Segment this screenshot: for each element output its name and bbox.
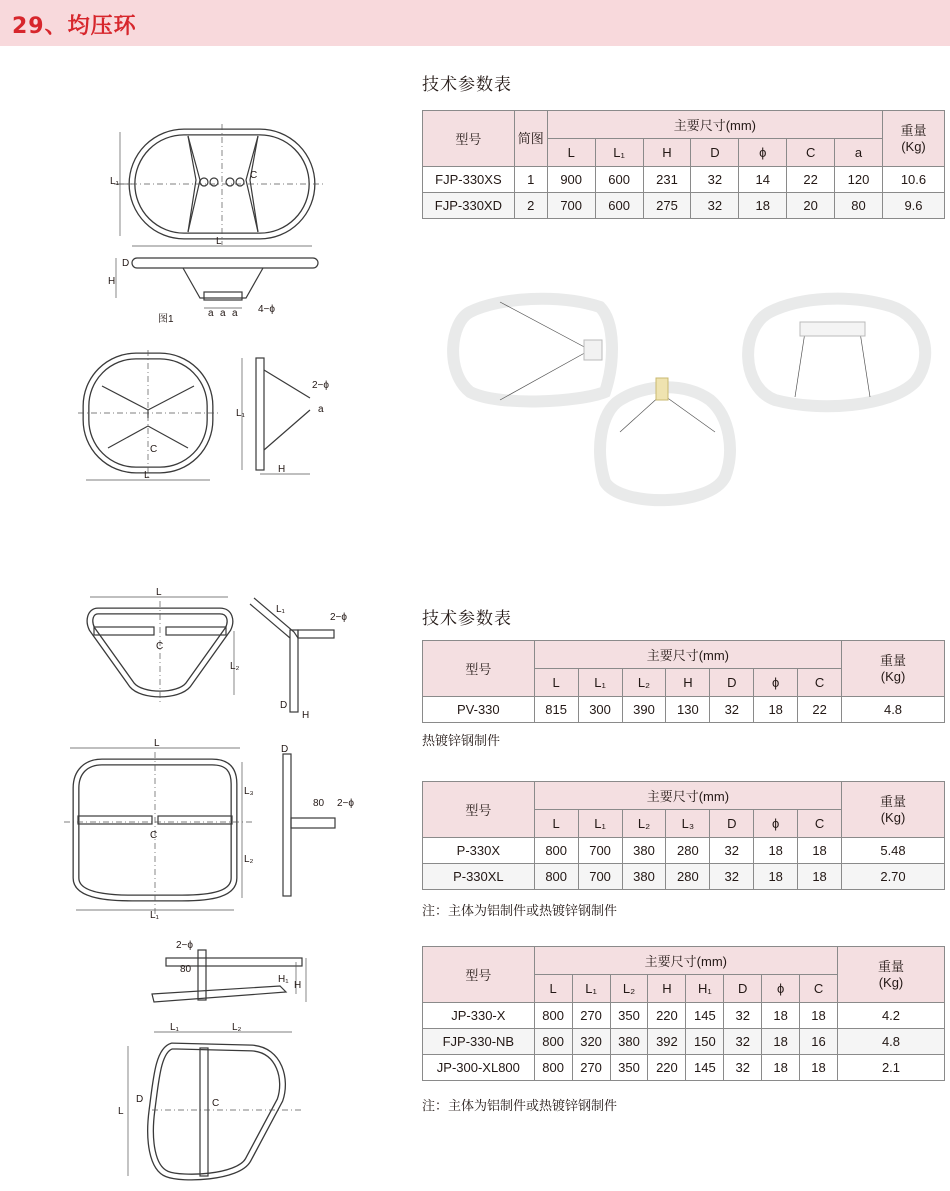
col-dims: 主要尺寸(mm)	[534, 782, 841, 810]
drawing-fig2-side	[238, 350, 338, 480]
product-photo	[440, 282, 945, 514]
dim-header: D	[710, 669, 754, 697]
dim-header: H	[643, 139, 691, 167]
dim-header: C	[798, 669, 842, 697]
section4-note: 注：主体为铝制件或热镀锌钢制件	[422, 1099, 618, 1114]
dim-label-C: C	[250, 170, 258, 181]
dim-label-2phi: 2−ϕ	[176, 940, 194, 951]
dim-header: C	[800, 975, 838, 1003]
col-dims: 主要尺寸(mm)	[534, 947, 837, 975]
dim-label-L1: L₁	[170, 1022, 179, 1033]
dim-label-2phi: 2−ϕ	[330, 612, 348, 623]
dim-label-80: 80	[180, 964, 192, 975]
dim-header: L₂	[610, 975, 648, 1003]
dim-label-D: D	[122, 258, 130, 269]
dim-label-H: H	[302, 710, 310, 721]
col-weight: 重量(Kg)	[842, 782, 945, 838]
dim-header: ϕ	[762, 975, 800, 1003]
dim-label-D: D	[280, 700, 288, 711]
table-row: PV-330 815 300 390 130 32 18 22 4.8	[423, 697, 945, 723]
dim-label-L3: L₃	[244, 786, 254, 797]
drawing-fig1-side	[108, 250, 328, 330]
table-row: JP-300-XL800 800 270 350 220 145 32 18 18 2.1	[423, 1055, 945, 1081]
dim-label-L1: L₁	[150, 910, 159, 921]
dim-header: L	[534, 975, 572, 1003]
dim-label-C: C	[150, 830, 158, 841]
spec-table-4	[422, 946, 945, 1081]
dim-header: ϕ	[754, 669, 798, 697]
dim-label-L1: L₁	[236, 408, 245, 419]
col-weight: 重量(Kg)	[882, 111, 944, 167]
dim-header: a	[835, 139, 883, 167]
dim-label-80: 80	[313, 798, 325, 809]
col-dims: 主要尺寸(mm)	[534, 641, 841, 669]
dim-header: L	[547, 139, 595, 167]
dim-header: D	[691, 139, 739, 167]
drawing-p330x-top	[62, 738, 262, 923]
drawing-p330x-side	[275, 742, 365, 902]
dim-header: L₂	[622, 810, 666, 838]
dim-header: L	[534, 810, 578, 838]
dim-label-L2: L₂	[232, 1022, 242, 1033]
dim-header: L₃	[666, 810, 710, 838]
dim-label-L: L	[156, 587, 162, 598]
spec-table-1	[422, 110, 945, 219]
col-model: 型号	[423, 111, 515, 167]
col-weight: 重量(Kg)	[842, 641, 945, 697]
spec-table-2	[422, 640, 945, 723]
dim-label-a: a	[318, 404, 324, 415]
dim-header: D	[724, 975, 762, 1003]
section2-heading: 技术参数表	[422, 609, 512, 629]
dim-label-C: C	[212, 1098, 220, 1109]
dim-label-a: a	[220, 308, 226, 319]
figure1-caption: 图1	[158, 314, 174, 325]
col-weight: 重量(Kg)	[837, 947, 944, 1003]
dim-label-L2: L₂	[244, 854, 254, 865]
dim-header: L₁	[578, 669, 622, 697]
drawing-pv330-side	[248, 590, 358, 720]
page-title: 29、均压环	[12, 14, 137, 39]
dim-label-4phi: 4−ϕ	[258, 304, 276, 315]
dim-label-2phi: 2−ϕ	[337, 798, 355, 809]
dim-label-a: a	[208, 308, 214, 319]
table-row: FJP-330-NB 800 320 380 392 150 32 18 16 4.8	[423, 1029, 945, 1055]
dim-label-L1: L₁	[276, 604, 285, 615]
spec-table-3	[422, 781, 945, 890]
dim-label-D: D	[136, 1094, 144, 1105]
table-row: P-330XL 800 700 380 280 32 18 18 2.70	[423, 864, 945, 890]
section1-heading: 技术参数表	[422, 75, 512, 95]
dim-label-L: L	[154, 738, 160, 749]
col-model: 型号	[423, 641, 535, 697]
col-model: 型号	[423, 947, 535, 1003]
dim-header: H₁	[686, 975, 724, 1003]
dim-label-L: L	[216, 236, 222, 247]
table-row: FJP-330XD 2 700 600 275 32 18 20 80 9.6	[423, 193, 945, 219]
dim-label-D: D	[281, 744, 289, 755]
dim-label-H: H	[294, 980, 302, 991]
dim-header: L₁	[578, 810, 622, 838]
drawing-jp330-side	[148, 938, 318, 1020]
dim-label-L: L	[118, 1106, 124, 1117]
dim-header: H	[648, 975, 686, 1003]
table-row: FJP-330XS 1 900 600 231 32 14 22 120 10.6	[423, 167, 945, 193]
dim-header: L₁	[572, 975, 610, 1003]
dim-label-C: C	[150, 444, 158, 455]
dim-header: D	[710, 810, 754, 838]
dim-label-L: L	[144, 470, 150, 481]
section3-note: 注：主体为铝制件或热镀锌钢制件	[422, 904, 618, 919]
dim-label-2phi: 2−ϕ	[312, 380, 330, 391]
drawing-jp330-top	[112, 1020, 312, 1185]
col-diagram: 简图	[514, 111, 547, 167]
dim-label-H1: H₁	[278, 974, 289, 985]
dim-label-L1: L₁	[110, 176, 119, 187]
dim-header: H	[666, 669, 710, 697]
dim-header: C	[787, 139, 835, 167]
col-model: 型号	[423, 782, 535, 838]
dim-label-H: H	[108, 276, 116, 287]
col-dims: 主要尺寸(mm)	[547, 111, 882, 139]
dim-header: L	[534, 669, 578, 697]
dim-label-H: H	[278, 464, 286, 475]
dim-header: L₂	[622, 669, 666, 697]
drawing-fig2-top	[78, 348, 218, 488]
dim-label-a: a	[232, 308, 238, 319]
header-bar	[0, 0, 950, 46]
drawing-pv330-top	[80, 585, 250, 715]
table-row: JP-330-X 800 270 350 220 145 32 18 18 4.2	[423, 1003, 945, 1029]
table-row: P-330X 800 700 380 280 32 18 18 5.48	[423, 838, 945, 864]
dim-header: L₁	[595, 139, 643, 167]
dim-header: ϕ	[754, 810, 798, 838]
section2-note: 热镀锌钢制件	[422, 734, 501, 749]
dim-label-C: C	[156, 641, 164, 652]
dim-header: C	[798, 810, 842, 838]
dim-label-L2: L₂	[230, 661, 240, 672]
dim-header: ϕ	[739, 139, 787, 167]
